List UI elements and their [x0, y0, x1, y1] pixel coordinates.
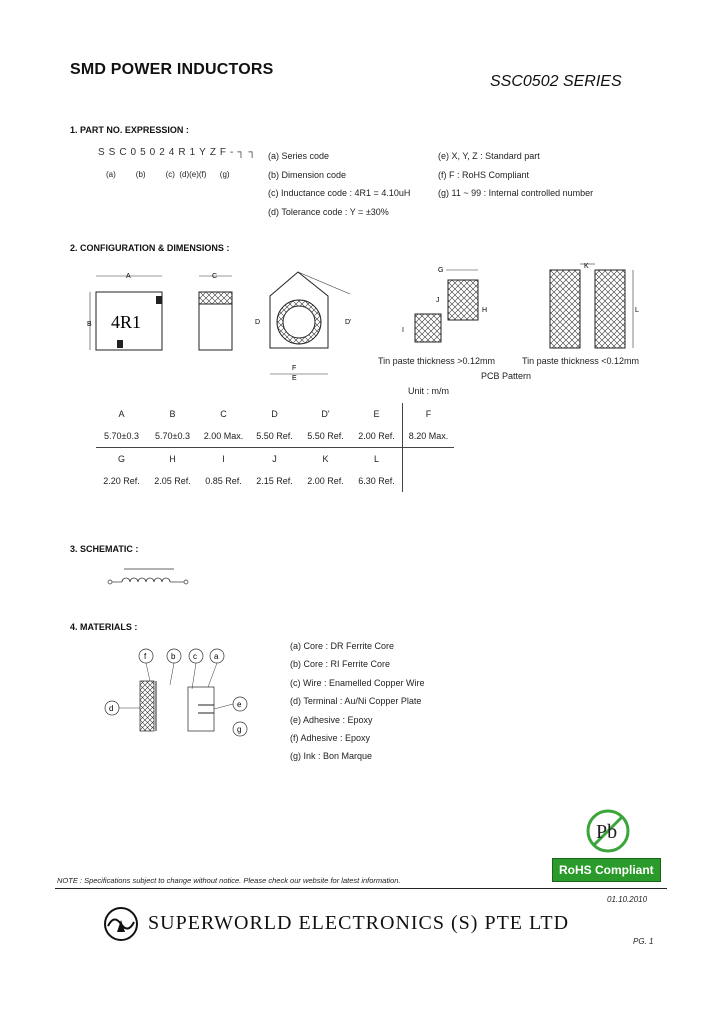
table-cell: 8.20 Max. — [403, 425, 455, 448]
label-e: E — [292, 375, 297, 382]
table-header-row-1 — [96, 403, 454, 425]
table-row-values-2 — [96, 470, 454, 492]
callout-a: a — [214, 652, 219, 661]
table-header-cell: K — [322, 454, 329, 464]
part-item-a: (a) Series code — [268, 151, 330, 161]
label-f: F — [292, 365, 297, 372]
company-name: SUPERWORLD ELECTRONICS (S) PTE LTD — [148, 912, 570, 934]
part-item-e: (e) X, Y, Z : Standard part — [438, 151, 540, 161]
material-item-d: (d) Terminal : Au/Ni Copper Plate — [290, 696, 422, 707]
part-code-labels: (a) (b) (c) (d)(e)(f) (g) — [106, 170, 230, 179]
part-item-g: (g) 11 ~ 99 : Internal controlled number — [438, 188, 594, 198]
table-cell: 5.70±0.3 — [96, 425, 147, 448]
table-header-cell: H — [169, 454, 176, 464]
callout-e: e — [237, 700, 242, 709]
callout-b: b — [171, 652, 176, 661]
table-cell: 5.50 Ref. — [249, 425, 300, 448]
part-item-d: (d) Tolerance code : Y = ±30% — [268, 206, 389, 217]
lead-free-icon — [585, 808, 631, 854]
side-view-drawing — [199, 273, 232, 350]
pcb-pattern-left — [402, 267, 487, 342]
document-date: 01.10.2010 — [607, 895, 648, 904]
part-number-code: SSC05024R1YZF-┐┐ — [98, 147, 260, 158]
part-no-heading: 1. PART NO. EXPRESSION : — [70, 125, 189, 135]
table-header-cell: L — [373, 454, 379, 464]
label-b: B — [87, 321, 92, 328]
bottom-view-drawing — [255, 272, 351, 382]
series-name: SSC0502 SERIES — [490, 73, 622, 90]
table-cell: 0.85 Ref. — [205, 476, 242, 486]
table-header-cell: E — [373, 409, 380, 419]
table-cell: 2.20 Ref. — [103, 476, 140, 486]
table-cell: 2.15 Ref. — [256, 476, 293, 486]
table-header-row-2 — [96, 448, 454, 471]
table-header-cell: G — [117, 454, 125, 464]
footer-divider — [55, 888, 667, 889]
pb-symbol: Pb — [596, 821, 618, 843]
table-header-cell: A — [118, 409, 125, 419]
table-cell: 5.70±0.3 — [147, 425, 198, 448]
unit-label: Unit : m/m — [408, 386, 450, 396]
label-l: L — [635, 307, 639, 314]
page-number: PG. 1 — [633, 937, 654, 946]
rohs-compliant-badge: RoHS Compliant — [552, 858, 661, 882]
material-item-g: (g) Ink : Bon Marque — [290, 751, 373, 762]
table-row-values-1 — [96, 425, 454, 448]
material-item-b: (b) Core : RI Ferrite Core — [290, 659, 391, 670]
top-view-drawing — [87, 273, 162, 350]
part-item-c: (c) Inductance code : 4R1 = 4.10uH — [268, 188, 411, 198]
table-cell: 5.50 Ref. — [300, 425, 351, 448]
schematic-heading: 3. SCHEMATIC : — [70, 544, 139, 554]
table-cell: 2.05 Ref. — [154, 476, 191, 486]
pcb-pattern-right — [550, 263, 639, 348]
inductor-schematic — [104, 566, 194, 590]
table-header-cell: B — [169, 409, 176, 419]
label-i: I — [402, 327, 404, 334]
label-dprime: D' — [345, 319, 352, 326]
materials-list — [290, 637, 425, 766]
table-header-cell: J — [272, 454, 277, 464]
table-cell: 2.00 Ref. — [351, 425, 403, 448]
table-header-cell: I — [222, 454, 225, 464]
label-a: A — [126, 273, 131, 280]
material-item-e: (e) Adhesive : Epoxy — [290, 714, 373, 725]
label-c: C — [212, 273, 218, 280]
part-right-items — [438, 147, 593, 203]
materials-heading: 4. MATERIALS : — [70, 622, 138, 632]
table-header-cell: D — [271, 409, 278, 419]
pcb-pattern-label: PCB Pattern — [481, 371, 532, 381]
part-left-items — [268, 147, 410, 221]
config-heading: 2. CONFIGURATION & DIMENSIONS : — [70, 243, 230, 253]
tin-paste-right: Tin paste thickness <0.12mm — [522, 356, 639, 366]
callout-g: g — [237, 725, 242, 734]
label-d: D — [255, 319, 261, 326]
callout-f: f — [144, 652, 147, 661]
material-item-c: (c) Wire : Enamelled Copper Wire — [290, 677, 425, 688]
label-k: K — [584, 263, 589, 270]
part-item-b: (b) Dimension code — [268, 169, 347, 180]
materials-cross-section — [100, 645, 255, 740]
company-logo-icon — [103, 906, 139, 942]
label-h: H — [482, 307, 488, 314]
callout-d: d — [109, 704, 114, 713]
footer-note: NOTE : Specifications subject to change without notice. Please check our website for latest information. — [57, 876, 401, 885]
material-item-f: (f) Adhesive : Epoxy — [290, 733, 371, 744]
callout-c: c — [193, 652, 197, 661]
label-j: J — [436, 297, 440, 304]
table-cell: 2.00 Ref. — [307, 476, 344, 486]
table-header-cell: F — [403, 403, 455, 425]
table-header-cell: C — [220, 409, 227, 419]
table-header-cell: D' — [321, 409, 330, 419]
table-cell: 6.30 Ref. — [358, 476, 395, 486]
dimensions-table — [96, 403, 454, 492]
document-title: SMD POWER INDUCTORS — [70, 61, 274, 78]
table-cell: 2.00 Max. — [198, 425, 249, 448]
tin-paste-left: Tin paste thickness >0.12mm — [378, 356, 495, 366]
label-g: G — [438, 267, 444, 274]
part-item-f: (f) F : RoHS Compliant — [438, 169, 530, 180]
inductor-marking: 4R1 — [111, 312, 142, 332]
material-item-a: (a) Core : DR Ferrite Core — [290, 641, 395, 651]
